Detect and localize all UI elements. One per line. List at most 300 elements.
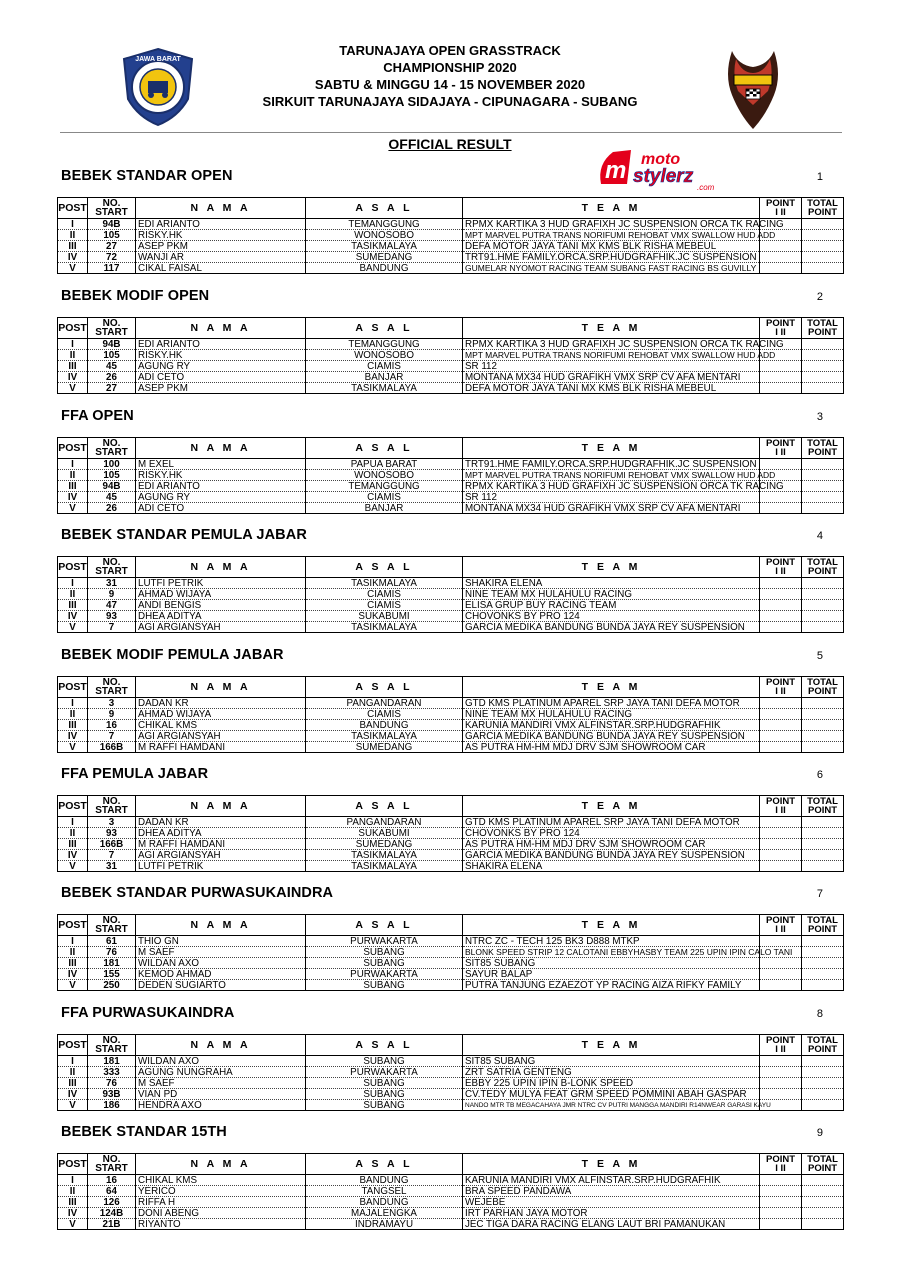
start-number-cell: 93B bbox=[88, 1089, 136, 1100]
point-cell bbox=[760, 980, 802, 991]
start-number-cell: 155 bbox=[88, 969, 136, 980]
point-cell bbox=[760, 1219, 802, 1230]
point-cell bbox=[760, 263, 802, 274]
total-point-cell bbox=[802, 731, 844, 742]
team-cell: CHOVONKS BY PRO 124 bbox=[463, 828, 760, 839]
origin-cell: SUBANG bbox=[306, 1056, 463, 1067]
start-number-cell: 3 bbox=[88, 698, 136, 709]
table-row bbox=[58, 969, 844, 980]
team-cell: GTD KMS PLATINUM APAREL SRP JAYA TANI DEFA MOTOR bbox=[463, 698, 760, 709]
start-number-cell: 21B bbox=[88, 1219, 136, 1230]
total-point-cell bbox=[802, 241, 844, 252]
origin-cell: SUBANG bbox=[306, 1089, 463, 1100]
race-number: 7 bbox=[816, 888, 823, 900]
position-cell: IV bbox=[58, 252, 88, 263]
origin-cell: TASIKMALAYA bbox=[306, 861, 463, 872]
origin-cell: BANDUNG bbox=[306, 263, 463, 274]
race-number: 6 bbox=[816, 769, 823, 781]
race-title: BEBEK STANDAR PEMULA JABAR bbox=[61, 527, 307, 543]
origin-cell: SUMEDANG bbox=[306, 839, 463, 850]
col-total-point: TOTAL POINT bbox=[802, 796, 844, 817]
origin-cell: PURWAKARTA bbox=[306, 936, 463, 947]
col-asal: A S A L bbox=[306, 915, 463, 936]
position-cell: IV bbox=[58, 611, 88, 622]
origin-cell: CIAMIS bbox=[306, 589, 463, 600]
start-number-cell: 64 bbox=[88, 1186, 136, 1197]
rider-name-cell: ASEP PKM bbox=[136, 241, 306, 252]
table-row bbox=[58, 1100, 844, 1111]
col-no-start: NO. START bbox=[88, 677, 136, 698]
point-cell bbox=[760, 600, 802, 611]
race-title: BEBEK STANDAR OPEN bbox=[61, 168, 233, 184]
table-row bbox=[58, 241, 844, 252]
table-row bbox=[58, 1078, 844, 1089]
col-point: POINT I II bbox=[760, 557, 802, 578]
result-table bbox=[57, 556, 844, 633]
origin-cell: SUBANG bbox=[306, 1100, 463, 1111]
team-cell: IRT PARHAN JAYA MOTOR bbox=[463, 1208, 760, 1219]
table-row bbox=[58, 947, 844, 958]
col-post: POST bbox=[58, 438, 88, 459]
col-nama: N A M A bbox=[136, 915, 306, 936]
rider-name-cell: RISKY.HK bbox=[136, 470, 306, 481]
rider-name-cell: CHIKAL KMS bbox=[136, 1175, 306, 1186]
col-asal: A S A L bbox=[306, 198, 463, 219]
event-title: TARUNAJAYA OPEN GRASSTRACK bbox=[339, 43, 561, 58]
total-point-cell bbox=[802, 709, 844, 720]
start-number-cell: 100 bbox=[88, 459, 136, 470]
total-point-cell bbox=[802, 1067, 844, 1078]
table-row bbox=[58, 383, 844, 394]
col-no-start: NO. START bbox=[88, 796, 136, 817]
point-cell bbox=[760, 731, 802, 742]
sponsor-moto: moto bbox=[641, 151, 681, 168]
start-number-cell: 3 bbox=[88, 817, 136, 828]
table-row bbox=[58, 698, 844, 709]
position-cell: II bbox=[58, 470, 88, 481]
result-table bbox=[57, 1034, 844, 1111]
start-number-cell: 45 bbox=[88, 361, 136, 372]
team-cell: SAYUR BALAP bbox=[463, 969, 760, 980]
position-cell: III bbox=[58, 839, 88, 850]
total-point-cell bbox=[802, 339, 844, 350]
col-point: POINT I II bbox=[760, 198, 802, 219]
col-total-point: TOTAL POINT bbox=[802, 1035, 844, 1056]
total-point-cell bbox=[802, 470, 844, 481]
origin-cell: BANJAR bbox=[306, 372, 463, 383]
total-point-cell bbox=[802, 839, 844, 850]
team-cell: NTRC ZC - TECH 125 BK3 D888 MTKP bbox=[463, 936, 760, 947]
rider-name-cell: M RAFFI HAMDANI bbox=[136, 839, 306, 850]
position-cell: III bbox=[58, 361, 88, 372]
table-header-row bbox=[58, 557, 844, 578]
team-cell: MONTANA MX34 HUD GRAFIKH VMX SRP CV AFA MENTARI bbox=[463, 372, 760, 383]
race-number: 3 bbox=[816, 411, 823, 423]
rider-name-cell: VIAN PD bbox=[136, 1089, 306, 1100]
team-cell: MONTANA MX34 HUD GRAFIKH VMX SRP CV AFA MENTARI bbox=[463, 503, 760, 514]
race-number: 1 bbox=[816, 171, 823, 183]
table-row bbox=[58, 850, 844, 861]
col-post: POST bbox=[58, 915, 88, 936]
rider-name-cell: EDI ARIANTO bbox=[136, 339, 306, 350]
table-row bbox=[58, 958, 844, 969]
table-row bbox=[58, 1056, 844, 1067]
col-nama: N A M A bbox=[136, 677, 306, 698]
col-team: T E A M bbox=[463, 1154, 760, 1175]
table-row bbox=[58, 1208, 844, 1219]
rider-name-cell: HENDRA AXO bbox=[136, 1100, 306, 1111]
position-cell: III bbox=[58, 241, 88, 252]
team-cell: WEJEBE bbox=[463, 1197, 760, 1208]
table-header-row bbox=[58, 1154, 844, 1175]
position-cell: IV bbox=[58, 969, 88, 980]
col-post: POST bbox=[58, 318, 88, 339]
origin-cell: PURWAKARTA bbox=[306, 1067, 463, 1078]
team-cell: CV.TEDY MULYA FEAT GRM SPEED POMMINI ABAH GASPAR bbox=[463, 1089, 760, 1100]
rider-name-cell: AHMAD WIJAYA bbox=[136, 589, 306, 600]
point-cell bbox=[760, 252, 802, 263]
race-title: FFA PURWASUKAINDRA bbox=[61, 1005, 235, 1021]
team-cell: AS PUTRA HM-HM MDJ DRV SJM SHOWROOM CAR bbox=[463, 839, 760, 850]
team-cell: DEFA MOTOR JAYA TANI MX KMS BLK RISHA MEBEUL bbox=[463, 383, 760, 394]
total-point-cell bbox=[802, 1186, 844, 1197]
rider-name-cell: DHEA ADITYA bbox=[136, 611, 306, 622]
result-table bbox=[57, 1153, 844, 1230]
total-point-cell bbox=[802, 252, 844, 263]
origin-cell: TASIKMALAYA bbox=[306, 622, 463, 633]
col-post: POST bbox=[58, 796, 88, 817]
rider-name-cell: RIFFA H bbox=[136, 1197, 306, 1208]
team-cell: SR 112 bbox=[463, 492, 760, 503]
total-point-cell bbox=[802, 720, 844, 731]
team-cell: RPMX KARTIKA 3 HUD GRAFIXH JC SUSPENSION ORCA TK RACING bbox=[463, 339, 760, 350]
total-point-cell bbox=[802, 578, 844, 589]
table-row bbox=[58, 936, 844, 947]
point-cell bbox=[760, 1197, 802, 1208]
col-point: POINT I II bbox=[760, 438, 802, 459]
team-cell: MPT MARVEL PUTRA TRANS NORIFUMI REHOBAT VMX SWALLOW HUD ADD bbox=[463, 350, 760, 361]
table-row bbox=[58, 980, 844, 991]
table-header-row bbox=[58, 438, 844, 459]
col-point: POINT I II bbox=[760, 1154, 802, 1175]
col-asal: A S A L bbox=[306, 318, 463, 339]
origin-cell: SUBANG bbox=[306, 958, 463, 969]
team-cell: TRT91.HME FAMILY.ORCA.SRP.HUDGRAFHIK.JC SUSPENSION bbox=[463, 252, 760, 263]
team-cell: GTD KMS PLATINUM APAREL SRP JAYA TANI DEFA MOTOR bbox=[463, 817, 760, 828]
col-team: T E A M bbox=[463, 915, 760, 936]
point-cell bbox=[760, 1078, 802, 1089]
rider-name-cell: AGI ARGIANSYAH bbox=[136, 731, 306, 742]
origin-cell: SUBANG bbox=[306, 980, 463, 991]
table-row bbox=[58, 828, 844, 839]
result-table bbox=[57, 914, 844, 991]
point-cell bbox=[760, 839, 802, 850]
start-number-cell: 76 bbox=[88, 1078, 136, 1089]
rider-name-cell: WILDAN AXO bbox=[136, 958, 306, 969]
total-point-cell bbox=[802, 611, 844, 622]
col-team: T E A M bbox=[463, 438, 760, 459]
team-cell: GUMELAR NYOMOT RACING TEAM SUBANG FAST RACING BS GUVILLY bbox=[463, 263, 760, 274]
position-cell: V bbox=[58, 861, 88, 872]
total-point-cell bbox=[802, 263, 844, 274]
col-post: POST bbox=[58, 1035, 88, 1056]
start-number-cell: 16 bbox=[88, 1175, 136, 1186]
col-point: POINT I II bbox=[760, 796, 802, 817]
position-cell: I bbox=[58, 817, 88, 828]
origin-cell: SUBANG bbox=[306, 1078, 463, 1089]
rider-name-cell: M SAEF bbox=[136, 947, 306, 958]
total-point-cell bbox=[802, 383, 844, 394]
origin-cell: TEMANGGUNG bbox=[306, 219, 463, 230]
position-cell: IV bbox=[58, 731, 88, 742]
start-number-cell: 47 bbox=[88, 600, 136, 611]
team-cell: ZRT SATRIA GENTENG bbox=[463, 1067, 760, 1078]
start-number-cell: 27 bbox=[88, 383, 136, 394]
table-row bbox=[58, 1219, 844, 1230]
origin-cell: SUKABUMI bbox=[306, 611, 463, 622]
table-row bbox=[58, 600, 844, 611]
table-row bbox=[58, 361, 844, 372]
col-team: T E A M bbox=[463, 557, 760, 578]
total-point-cell bbox=[802, 861, 844, 872]
col-asal: A S A L bbox=[306, 557, 463, 578]
table-row bbox=[58, 861, 844, 872]
position-cell: IV bbox=[58, 850, 88, 861]
origin-cell: TEMANGGUNG bbox=[306, 339, 463, 350]
rider-name-cell: ADI CETO bbox=[136, 503, 306, 514]
team-cell: NINE TEAM MX HULAHULU RACING bbox=[463, 709, 760, 720]
team-cell: BLONK SPEED STRIP 12 CALOTANI EBBYHASBY TEAM 225 UPIN IPIN CALO TANI bbox=[463, 947, 760, 958]
col-nama: N A M A bbox=[136, 198, 306, 219]
race-number: 9 bbox=[816, 1127, 823, 1139]
col-no-start: NO. START bbox=[88, 1154, 136, 1175]
table-row bbox=[58, 1197, 844, 1208]
rider-name-cell: LUTFI PETRIK bbox=[136, 578, 306, 589]
point-cell bbox=[760, 969, 802, 980]
race-title: BEBEK MODIF OPEN bbox=[61, 288, 210, 304]
origin-cell: BANDUNG bbox=[306, 1175, 463, 1186]
total-point-cell bbox=[802, 817, 844, 828]
total-point-cell bbox=[802, 1208, 844, 1219]
col-total-point: TOTAL POINT bbox=[802, 198, 844, 219]
position-cell: V bbox=[58, 622, 88, 633]
table-row bbox=[58, 492, 844, 503]
position-cell: I bbox=[58, 1056, 88, 1067]
total-point-cell bbox=[802, 1056, 844, 1067]
start-number-cell: 61 bbox=[88, 936, 136, 947]
table-row bbox=[58, 1175, 844, 1186]
rider-name-cell: DONI ABENG bbox=[136, 1208, 306, 1219]
team-cell: SHAKIRA ELENA bbox=[463, 578, 760, 589]
team-cell: NINE TEAM MX HULAHULU RACING bbox=[463, 589, 760, 600]
origin-cell: SUMEDANG bbox=[306, 252, 463, 263]
total-point-cell bbox=[802, 492, 844, 503]
col-team: T E A M bbox=[463, 796, 760, 817]
point-cell bbox=[760, 1208, 802, 1219]
col-total-point: TOTAL POINT bbox=[802, 1154, 844, 1175]
origin-cell: TEMANGGUNG bbox=[306, 481, 463, 492]
total-point-cell bbox=[802, 980, 844, 991]
origin-cell: INDRAMAYU bbox=[306, 1219, 463, 1230]
start-number-cell: 333 bbox=[88, 1067, 136, 1078]
origin-cell: CIAMIS bbox=[306, 492, 463, 503]
point-cell bbox=[760, 1186, 802, 1197]
total-point-cell bbox=[802, 1089, 844, 1100]
col-post: POST bbox=[58, 1154, 88, 1175]
point-cell bbox=[760, 1175, 802, 1186]
col-no-start: NO. START bbox=[88, 198, 136, 219]
rider-name-cell: M EXEL bbox=[136, 459, 306, 470]
position-cell: V bbox=[58, 1100, 88, 1111]
origin-cell: TASIKMALAYA bbox=[306, 241, 463, 252]
team-cell: CHOVONKS BY PRO 124 bbox=[463, 611, 760, 622]
origin-cell: SUBANG bbox=[306, 947, 463, 958]
table-header-row bbox=[58, 1035, 844, 1056]
col-no-start: NO. START bbox=[88, 1035, 136, 1056]
col-total-point: TOTAL POINT bbox=[802, 318, 844, 339]
point-cell bbox=[760, 709, 802, 720]
total-point-cell bbox=[802, 936, 844, 947]
point-cell bbox=[760, 503, 802, 514]
col-no-start: NO. START bbox=[88, 557, 136, 578]
rider-name-cell: AGUNG RY bbox=[136, 492, 306, 503]
point-cell bbox=[760, 589, 802, 600]
total-point-cell bbox=[802, 1219, 844, 1230]
origin-cell: SUMEDANG bbox=[306, 742, 463, 753]
table-row bbox=[58, 470, 844, 481]
result-table bbox=[57, 795, 844, 872]
point-cell bbox=[760, 828, 802, 839]
table-row bbox=[58, 263, 844, 274]
col-asal: A S A L bbox=[306, 1035, 463, 1056]
col-post: POST bbox=[58, 677, 88, 698]
start-number-cell: 105 bbox=[88, 230, 136, 241]
rider-name-cell: RISKY.HK bbox=[136, 350, 306, 361]
col-asal: A S A L bbox=[306, 677, 463, 698]
total-point-cell bbox=[802, 219, 844, 230]
rider-name-cell: KEMOD AHMAD bbox=[136, 969, 306, 980]
point-cell bbox=[760, 936, 802, 947]
position-cell: I bbox=[58, 459, 88, 470]
team-cell: SIT85 SUBANG bbox=[463, 958, 760, 969]
position-cell: II bbox=[58, 230, 88, 241]
start-number-cell: 7 bbox=[88, 622, 136, 633]
race-title: BEBEK MODIF PEMULA JABAR bbox=[61, 647, 284, 663]
total-point-cell bbox=[802, 589, 844, 600]
position-cell: IV bbox=[58, 1089, 88, 1100]
total-point-cell bbox=[802, 1100, 844, 1111]
start-number-cell: 94B bbox=[88, 219, 136, 230]
event-date: SABTU & MINGGU 14 - 15 NOVEMBER 2020 bbox=[314, 77, 586, 92]
team-cell: GARCIA MEDIKA BANDUNG BUNDA JAYA REY SUSPENSION bbox=[463, 850, 760, 861]
origin-cell: TASIKMALAYA bbox=[306, 731, 463, 742]
table-row bbox=[58, 622, 844, 633]
start-number-cell: 186 bbox=[88, 1100, 136, 1111]
team-cell: SIT85 SUBANG bbox=[463, 1056, 760, 1067]
position-cell: III bbox=[58, 958, 88, 969]
start-number-cell: 250 bbox=[88, 980, 136, 991]
rider-name-cell: DADAN KR bbox=[136, 817, 306, 828]
total-point-cell bbox=[802, 361, 844, 372]
col-team: T E A M bbox=[463, 1035, 760, 1056]
start-number-cell: 45 bbox=[88, 492, 136, 503]
start-number-cell: 31 bbox=[88, 861, 136, 872]
col-no-start: NO. START bbox=[88, 318, 136, 339]
point-cell bbox=[760, 742, 802, 753]
position-cell: II bbox=[58, 1186, 88, 1197]
team-cell: SR 112 bbox=[463, 361, 760, 372]
rider-name-cell: AHMAD WIJAYA bbox=[136, 709, 306, 720]
start-number-cell: 9 bbox=[88, 589, 136, 600]
position-cell: II bbox=[58, 828, 88, 839]
position-cell: IV bbox=[58, 492, 88, 503]
rider-name-cell: DHEA ADITYA bbox=[136, 828, 306, 839]
table-row bbox=[58, 817, 844, 828]
point-cell bbox=[760, 383, 802, 394]
position-cell: I bbox=[58, 578, 88, 589]
start-number-cell: 7 bbox=[88, 731, 136, 742]
position-cell: I bbox=[58, 698, 88, 709]
position-cell: V bbox=[58, 742, 88, 753]
total-point-cell bbox=[802, 372, 844, 383]
point-cell bbox=[760, 578, 802, 589]
total-point-cell bbox=[802, 459, 844, 470]
table-header-row bbox=[58, 318, 844, 339]
rider-name-cell: EDI ARIANTO bbox=[136, 219, 306, 230]
table-header-row bbox=[58, 915, 844, 936]
start-number-cell: 9 bbox=[88, 709, 136, 720]
race-number: 8 bbox=[816, 1008, 823, 1020]
origin-cell: CIAMIS bbox=[306, 600, 463, 611]
position-cell: I bbox=[58, 219, 88, 230]
position-cell: III bbox=[58, 481, 88, 492]
position-cell: II bbox=[58, 1067, 88, 1078]
position-cell: II bbox=[58, 589, 88, 600]
table-row bbox=[58, 611, 844, 622]
point-cell bbox=[760, 611, 802, 622]
point-cell bbox=[760, 958, 802, 969]
rider-name-cell: WANJI AR bbox=[136, 252, 306, 263]
position-cell: V bbox=[58, 980, 88, 991]
logo-left-text: JAWA BARAT bbox=[135, 56, 181, 63]
start-number-cell: 94B bbox=[88, 481, 136, 492]
start-number-cell: 105 bbox=[88, 470, 136, 481]
rider-name-cell: M RAFFI HAMDANI bbox=[136, 742, 306, 753]
start-number-cell: 31 bbox=[88, 578, 136, 589]
team-cell: EBBY 225 UPIN IPIN B-LONK SPEED bbox=[463, 1078, 760, 1089]
rider-name-cell: EDI ARIANTO bbox=[136, 481, 306, 492]
position-cell: IV bbox=[58, 372, 88, 383]
table-row bbox=[58, 459, 844, 470]
team-cell: GARCIA MEDIKA BANDUNG BUNDA JAYA REY SUSPENSION bbox=[463, 731, 760, 742]
origin-cell: WONOSOBO bbox=[306, 470, 463, 481]
start-number-cell: 27 bbox=[88, 241, 136, 252]
col-nama: N A M A bbox=[136, 557, 306, 578]
rider-name-cell: YERICO bbox=[136, 1186, 306, 1197]
table-row bbox=[58, 372, 844, 383]
race-title: FFA OPEN bbox=[61, 408, 134, 424]
event-subtitle: CHAMPIONSHIP 2020 bbox=[383, 60, 517, 75]
table-row bbox=[58, 589, 844, 600]
origin-cell: PANGANDARAN bbox=[306, 698, 463, 709]
position-cell: III bbox=[58, 1197, 88, 1208]
total-point-cell bbox=[802, 850, 844, 861]
table-row bbox=[58, 720, 844, 731]
result-table bbox=[57, 437, 844, 514]
position-cell: III bbox=[58, 1078, 88, 1089]
point-cell bbox=[760, 622, 802, 633]
start-number-cell: 16 bbox=[88, 720, 136, 731]
